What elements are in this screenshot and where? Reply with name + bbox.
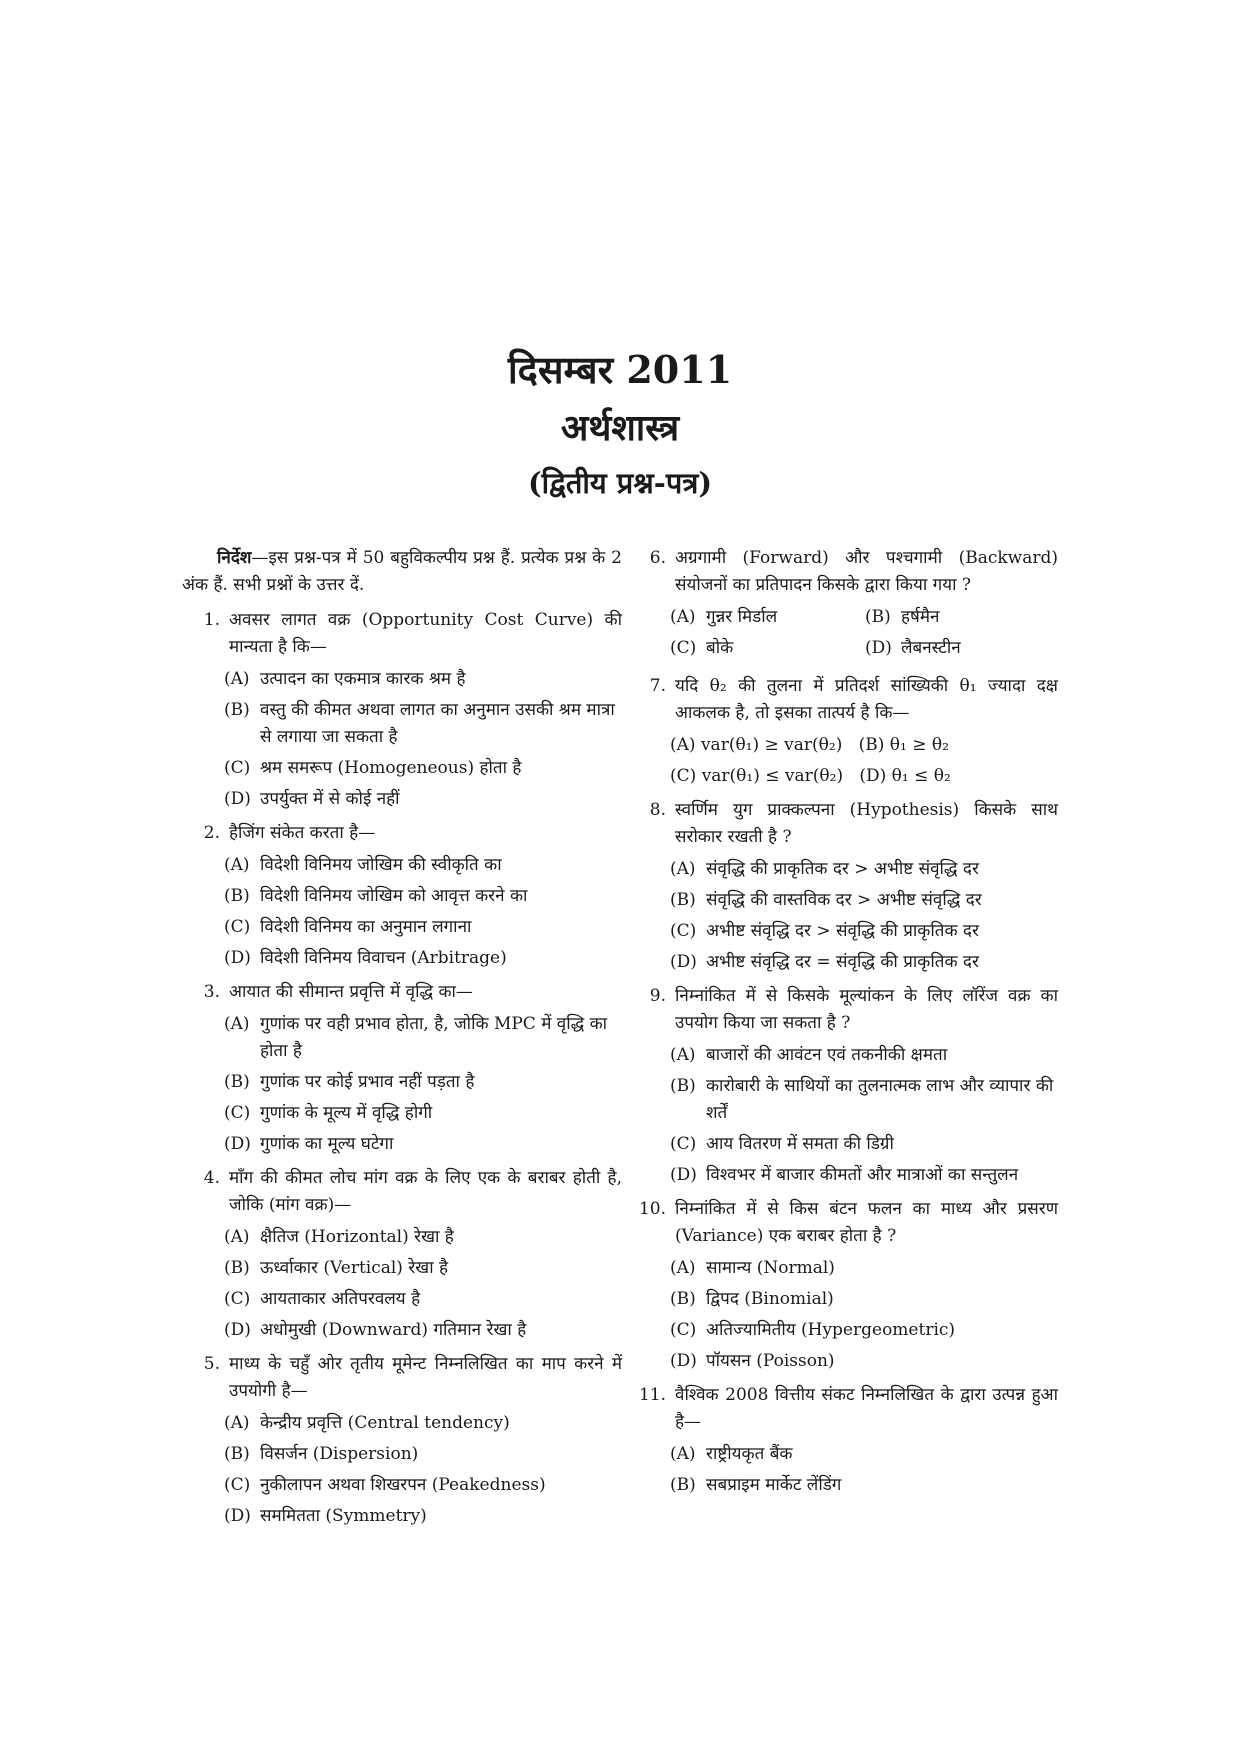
option-letter: (B) bbox=[670, 1076, 696, 1096]
option-d[interactable] bbox=[670, 1348, 1058, 1375]
option-c[interactable] bbox=[224, 1472, 622, 1499]
option-a[interactable] bbox=[224, 1410, 622, 1437]
option-text: आय वितरण में समता की डिग्री bbox=[706, 1134, 894, 1154]
option-d[interactable] bbox=[670, 1162, 1058, 1189]
option-text: उपर्युक्त में से कोई नहीं bbox=[260, 789, 400, 809]
question-number: 11. bbox=[638, 1385, 666, 1405]
option-letter: (C) bbox=[224, 1475, 251, 1495]
option-a[interactable] bbox=[670, 856, 1058, 883]
option-c[interactable] bbox=[224, 755, 622, 782]
option-c[interactable] bbox=[224, 1286, 622, 1313]
instructions-label: निर्देश bbox=[217, 548, 252, 568]
option-letter: (A) bbox=[224, 669, 250, 689]
option-text: विदेशी विनिमय का अनुमान लगाना bbox=[260, 917, 472, 937]
option-letter: (B) bbox=[224, 1444, 250, 1464]
option-d[interactable] bbox=[224, 1131, 622, 1158]
option-letter: (D) bbox=[224, 789, 251, 809]
option-letter: (B) bbox=[858, 735, 885, 755]
option-letter: (A) bbox=[670, 859, 696, 879]
option-letter: (A) bbox=[224, 855, 250, 875]
option-text: अधोमुखी (Downward) गतिमान रेखा है bbox=[260, 1320, 527, 1340]
option-text: विसर्जन (Dispersion) bbox=[260, 1444, 419, 1464]
option-text: θ₁ ≥ θ₂ bbox=[889, 735, 949, 755]
option-text: var(θ₁) ≥ var(θ₂) bbox=[700, 735, 843, 755]
option-c[interactable] bbox=[670, 635, 865, 662]
question-text: यदि θ₂ की तुलना में प्रतिदर्श सांख्यिकी θ₁ ज्यादा दक्ष आकलक है, तो इसका तात्पर्य है कि— bbox=[675, 676, 1058, 723]
question-number: 8. bbox=[649, 800, 666, 820]
option-letter: (D) bbox=[224, 1506, 251, 1526]
option-text: गुणांक का मूल्य घटेगा bbox=[260, 1134, 394, 1154]
question-number: 6. bbox=[649, 548, 666, 568]
option-letter: (B) bbox=[865, 607, 891, 627]
option-letter: (C) bbox=[670, 638, 697, 658]
option-letter: (A) bbox=[224, 1014, 250, 1034]
exam-date-title: दिसम्बर 2011 bbox=[507, 347, 733, 392]
option-a[interactable] bbox=[224, 1224, 622, 1251]
question-text: आयात की सीमान्त प्रवृत्ति में वृद्धि का— bbox=[229, 982, 473, 1002]
question-2 bbox=[182, 820, 622, 972]
option-text: द्विपद (Binomial) bbox=[706, 1289, 834, 1309]
option-letter: (A) bbox=[670, 607, 696, 627]
option-a[interactable] bbox=[670, 1441, 1058, 1468]
question-text: अग्रगामी (Forward) और पश्चगामी (Backward) संयोजनों का प्रतिपादन किसके द्वारा किया गया ? bbox=[675, 548, 1058, 595]
option-text: सामान्य (Normal) bbox=[706, 1258, 835, 1278]
option-letter: (C) bbox=[224, 917, 251, 937]
question-11 bbox=[628, 1382, 1058, 1499]
option-a[interactable] bbox=[224, 1011, 622, 1065]
option-letter: (B) bbox=[670, 1289, 696, 1309]
option-a[interactable] bbox=[670, 735, 842, 755]
question-3 bbox=[182, 979, 622, 1158]
question-number: 2. bbox=[203, 823, 220, 843]
option-b[interactable] bbox=[224, 697, 622, 751]
option-letter: (C) bbox=[670, 1134, 697, 1154]
option-a[interactable] bbox=[670, 1042, 1058, 1069]
question-9 bbox=[628, 983, 1058, 1189]
instructions-text: —इस प्रश्न-पत्र में 50 बहुविकल्पीय प्रश्न हैं. प्रत्येक प्रश्न के 2 अंक हैं. सभी प्रश्नों के उत्तर दें. bbox=[182, 548, 622, 595]
option-b[interactable] bbox=[859, 735, 949, 755]
option-letter: (C) bbox=[670, 766, 697, 786]
options-grid bbox=[670, 604, 1058, 666]
option-text: विदेशी विनिमय विवाचन (Arbitrage) bbox=[260, 948, 507, 968]
option-text: पॉयसन (Poisson) bbox=[706, 1351, 835, 1371]
option-text: var(θ₁) ≤ var(θ₂) bbox=[701, 766, 844, 786]
option-text: वस्तु की कीमत अथवा लागत का अनुमान उसकी श्रम मात्रा से लगाया जा सकता है bbox=[260, 700, 615, 747]
question-number: 4. bbox=[203, 1168, 220, 1188]
option-text: सममितता (Symmetry) bbox=[260, 1506, 427, 1526]
question-text: माध्य के चहुँ ओर तृतीय मूमेन्ट निम्नलिखित का माप करने में उपयोगी है— bbox=[229, 1354, 622, 1401]
instructions bbox=[182, 545, 622, 599]
option-text: क्षैतिज (Horizontal) रेखा है bbox=[260, 1227, 454, 1247]
option-a[interactable] bbox=[670, 604, 865, 631]
option-letter: (D) bbox=[865, 638, 892, 658]
subject-title: अर्थशास्त्र bbox=[560, 407, 680, 449]
option-text: गुणांक के मूल्य में वृद्धि होगी bbox=[260, 1103, 433, 1123]
option-text: उत्पादन का एकमात्र कारक श्रम है bbox=[260, 669, 466, 689]
option-d[interactable] bbox=[224, 945, 622, 972]
option-letter: (B) bbox=[224, 1258, 250, 1278]
option-text: सबप्राइम मार्केट लेंडिंग bbox=[706, 1475, 842, 1495]
option-letter: (C) bbox=[224, 758, 251, 778]
option-letter: (B) bbox=[224, 1072, 250, 1092]
option-letter: (A) bbox=[670, 1444, 696, 1464]
question-number: 9. bbox=[649, 986, 666, 1006]
question-text: स्वर्णिम युग प्राक्कल्पना (Hypothesis) किसके साथ सरोकार रखती है ? bbox=[675, 800, 1058, 847]
option-a[interactable] bbox=[670, 1255, 1058, 1282]
question-7 bbox=[628, 673, 1058, 790]
option-letter: (C) bbox=[670, 1320, 697, 1340]
option-letter: (C) bbox=[224, 1103, 251, 1123]
question-number: 7. bbox=[649, 676, 666, 696]
option-b[interactable] bbox=[670, 1472, 1058, 1499]
right-column bbox=[628, 545, 1058, 1506]
question-8 bbox=[628, 797, 1058, 976]
page-header bbox=[0, 345, 1240, 505]
option-b[interactable] bbox=[865, 604, 1058, 631]
option-letter: (D) bbox=[224, 1320, 251, 1340]
option-text: हर्षमैन bbox=[901, 607, 940, 627]
question-number: 10. bbox=[638, 1199, 666, 1219]
option-d[interactable] bbox=[670, 949, 1058, 976]
question-4 bbox=[182, 1165, 622, 1344]
option-c[interactable] bbox=[224, 1100, 622, 1127]
option-a[interactable] bbox=[224, 852, 622, 879]
question-text: हैजिंग संकेत करता है— bbox=[229, 823, 376, 843]
left-column bbox=[182, 545, 622, 1537]
question-text: माँग की कीमत लोच मांग वक्र के लिए एक के बराबर होती है, जोकि (मांग वक्र)— bbox=[229, 1168, 622, 1215]
option-text: गुन्नर मिर्डाल bbox=[706, 607, 778, 627]
option-c[interactable] bbox=[670, 766, 843, 786]
option-letter: (B) bbox=[670, 890, 696, 910]
question-number: 5. bbox=[203, 1354, 220, 1374]
option-text: θ₁ ≤ θ₂ bbox=[891, 766, 951, 786]
question-10 bbox=[628, 1196, 1058, 1375]
option-letter: (D) bbox=[859, 766, 887, 786]
question-text: निम्नांकित में से किस बंटन फलन का माध्य और प्रसरण (Variance) एक बराबर होता है ? bbox=[675, 1199, 1058, 1246]
option-letter: (C) bbox=[670, 921, 697, 941]
option-letter: (B) bbox=[224, 886, 250, 906]
option-d[interactable] bbox=[865, 635, 1058, 662]
option-text: बोके bbox=[706, 638, 734, 658]
option-text: विदेशी विनिमय जोखिम की स्वीकृति का bbox=[260, 855, 502, 875]
question-5 bbox=[182, 1351, 622, 1530]
option-b[interactable] bbox=[670, 887, 1058, 914]
paper-title: (द्वितीय प्रश्न-पत्र) bbox=[527, 466, 713, 500]
option-text: राष्ट्रीयकृत बैंक bbox=[706, 1444, 793, 1464]
option-text: श्रम समरूप (Homogeneous) होता है bbox=[260, 758, 522, 778]
option-c[interactable] bbox=[670, 918, 1058, 945]
option-text: विदेशी विनिमय जोखिम को आवृत्त करने का bbox=[260, 886, 528, 906]
option-text: बाजारों की आवंटन एवं तकनीकी क्षमता bbox=[706, 1045, 948, 1065]
option-letter: (D) bbox=[670, 1165, 697, 1185]
option-c[interactable] bbox=[224, 914, 622, 941]
option-text: नुकीलापन अथवा शिखरपन (Peakedness) bbox=[260, 1475, 546, 1495]
question-text: निम्नांकित में से किसके मूल्यांकन के लिए लॉरेंज वक्र का उपयोग किया जा सकता है ? bbox=[675, 986, 1058, 1033]
option-b[interactable] bbox=[224, 1255, 622, 1282]
option-letter: (D) bbox=[224, 948, 251, 968]
option-letter: (D) bbox=[670, 952, 697, 972]
option-text: अतिज्यामितीय (Hypergeometric) bbox=[706, 1320, 956, 1340]
option-letter: (A) bbox=[224, 1413, 250, 1433]
option-c[interactable] bbox=[670, 1317, 1058, 1344]
option-letter: (A) bbox=[670, 735, 696, 755]
option-text: केन्द्रीय प्रवृत्ति (Central tendency) bbox=[260, 1413, 510, 1433]
option-letter: (B) bbox=[224, 700, 250, 720]
option-letter: (C) bbox=[224, 1289, 251, 1309]
option-b[interactable] bbox=[224, 1069, 622, 1096]
question-number: 3. bbox=[203, 982, 220, 1002]
question-number: 1. bbox=[203, 610, 220, 630]
option-text: संवृद्धि की प्राकृतिक दर > अभीष्ट संवृद्धि दर bbox=[706, 859, 979, 879]
option-text: अभीष्ट संवृद्धि दर = संवृद्धि की प्राकृतिक दर bbox=[706, 952, 979, 972]
option-text: गुणांक पर वही प्रभाव होता, है, जोकि MPC में वृद्धि का होता है bbox=[260, 1014, 608, 1061]
option-text: आयताकार अतिपरवलय है bbox=[260, 1289, 421, 1309]
option-letter: (B) bbox=[670, 1475, 696, 1495]
option-a[interactable] bbox=[224, 666, 622, 693]
question-text: वैश्विक 2008 वित्तीय संकट निम्नलिखित के द्वारा उत्पन्न हुआ है— bbox=[675, 1385, 1058, 1432]
option-text: लैबनस्टीन bbox=[901, 638, 961, 658]
option-b[interactable] bbox=[670, 1073, 1058, 1127]
option-d[interactable] bbox=[859, 766, 950, 786]
option-text: संवृद्धि की वास्तविक दर > अभीष्ट संवृद्धि दर bbox=[706, 890, 982, 910]
option-text: अभीष्ट संवृद्धि दर > संवृद्धि की प्राकृतिक दर bbox=[706, 921, 979, 941]
option-b[interactable] bbox=[224, 1441, 622, 1468]
option-letter: (A) bbox=[670, 1045, 696, 1065]
option-d[interactable] bbox=[224, 786, 622, 813]
question-1 bbox=[182, 607, 622, 813]
option-d[interactable] bbox=[224, 1317, 622, 1344]
option-b[interactable] bbox=[670, 1286, 1058, 1313]
option-d[interactable] bbox=[224, 1503, 622, 1530]
option-letter: (D) bbox=[224, 1134, 251, 1154]
option-text: विश्वभर में बाजार कीमतों और मात्राओं का सन्तुलन bbox=[706, 1165, 1019, 1185]
option-text: ऊर्ध्वाकार (Vertical) रेखा है bbox=[260, 1258, 449, 1278]
option-letter: (D) bbox=[670, 1351, 697, 1371]
option-c[interactable] bbox=[670, 1131, 1058, 1158]
option-text: गुणांक पर कोई प्रभाव नहीं पड़ता है bbox=[260, 1072, 475, 1092]
option-letter: (A) bbox=[224, 1227, 250, 1247]
question-text: अवसर लागत वक्र (Opportunity Cost Curve) की मान्यता है कि— bbox=[229, 610, 622, 657]
options-row-2 bbox=[670, 763, 1058, 790]
option-b[interactable] bbox=[224, 883, 622, 910]
option-letter: (A) bbox=[670, 1258, 696, 1278]
question-6 bbox=[628, 545, 1058, 666]
option-text: कारोबारी के साथियों का तुलनात्मक लाभ और व्यापार की शर्तें bbox=[706, 1076, 1054, 1123]
options-row-1 bbox=[670, 732, 1058, 759]
